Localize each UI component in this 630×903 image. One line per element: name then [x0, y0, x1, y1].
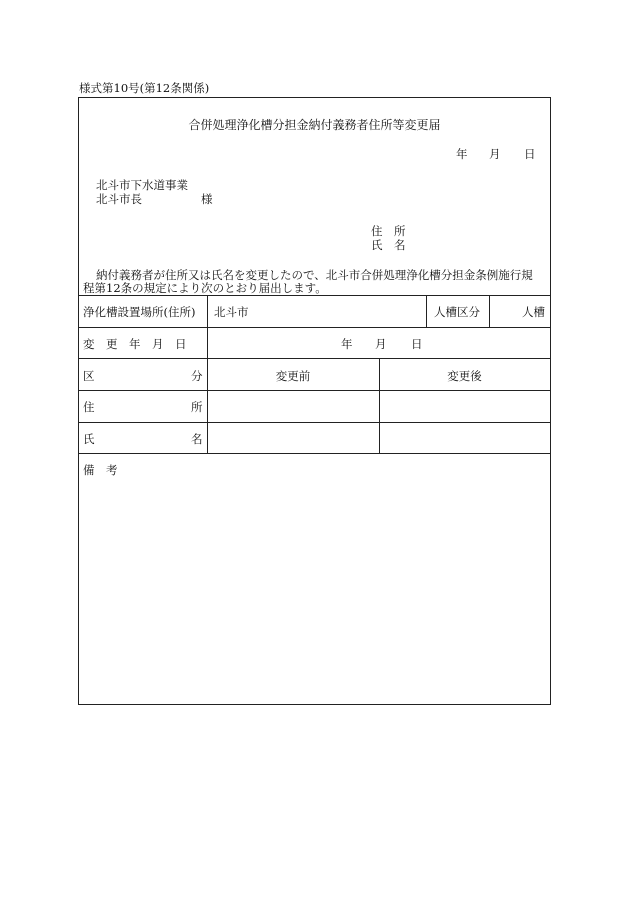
- site-label: 浄化槽設置場所(住所): [83, 305, 196, 319]
- site-value: 北斗市: [214, 305, 249, 319]
- name-row-label-a: 氏: [83, 432, 95, 446]
- address-row-label-b: 所: [191, 400, 203, 414]
- form-frame: [78, 97, 551, 705]
- after-column-header: 変更後: [447, 369, 482, 383]
- date-month-label: 月: [489, 147, 501, 161]
- applicant-address-label: 住 所: [371, 224, 406, 238]
- applicant-name-label: 氏 名: [371, 238, 406, 252]
- capacity-label: 人槽区分: [434, 305, 480, 319]
- body-text-line1: 納付義務者が住所又は氏名を変更したので、北斗市合併処理浄化槽分担金条例施行規: [96, 268, 533, 282]
- before-column-header: 変更前: [275, 369, 311, 383]
- change-date-label: 変 更 年 月 日: [83, 337, 187, 351]
- change-date-day: 日: [411, 337, 423, 351]
- date-year-label: 年: [456, 147, 468, 161]
- category-label-b: 分: [191, 369, 203, 383]
- date-day-label: 日: [524, 147, 536, 161]
- form-number-label: 様式第10号(第12条関係): [79, 81, 210, 95]
- change-date-year: 年: [341, 337, 353, 351]
- recipient-line2: 北斗市長: [96, 192, 142, 206]
- change-date-month: 月: [375, 337, 387, 351]
- name-row-label-b: 名: [191, 432, 203, 446]
- body-text-line2: 程第12条の規定により次のとおり届出します。: [83, 281, 327, 295]
- capacity-value: 人槽: [522, 305, 545, 319]
- address-row-label-a: 住: [83, 400, 95, 414]
- recipient-honorific: 様: [201, 192, 213, 206]
- category-label-a: 区: [83, 369, 95, 383]
- form-title: 合併処理浄化槽分担金納付義務者住所等変更届: [188, 118, 441, 132]
- remarks-label: 備 考: [83, 463, 118, 477]
- recipient-line1: 北斗市下水道事業: [96, 178, 188, 192]
